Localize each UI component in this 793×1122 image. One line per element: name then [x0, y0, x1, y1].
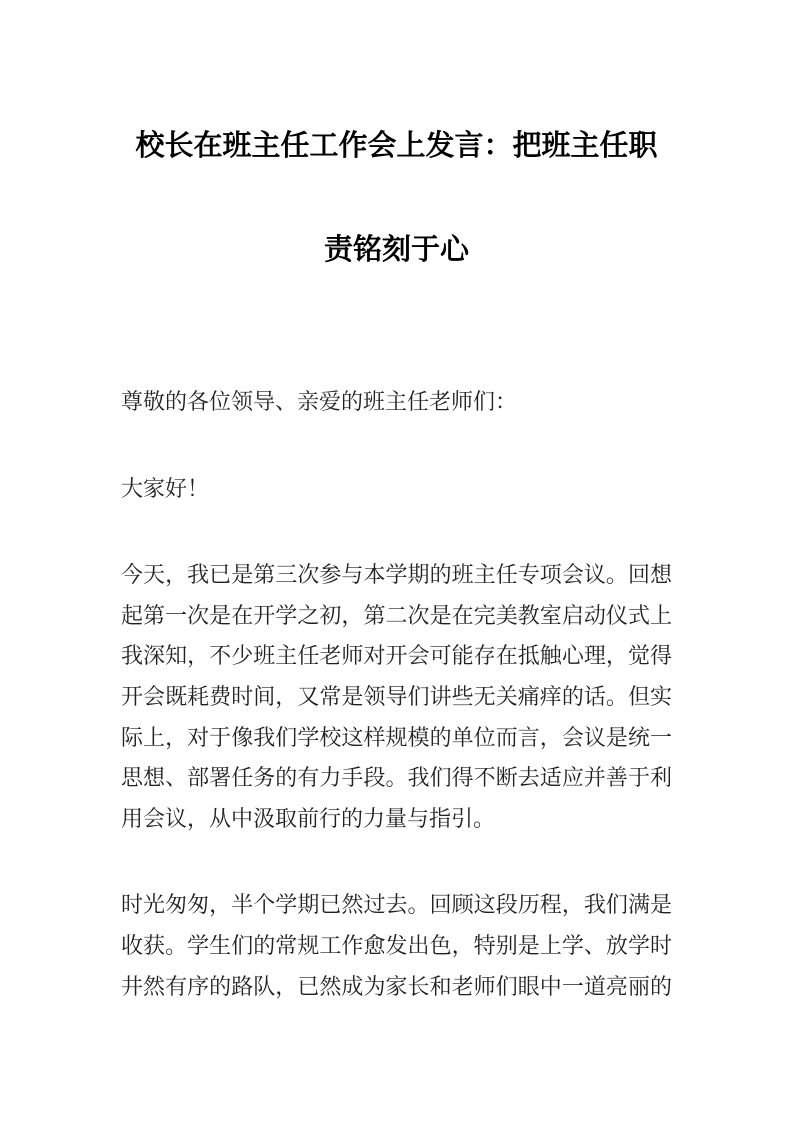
- text-line: 开会既耗费时间，又常是领导们讲些无关痛痒的话。但实: [121, 683, 672, 709]
- text-line: 用会议，从中汲取前行的力量与指引。: [121, 805, 496, 831]
- text-line: 井然有序的路队，已然成为家长和老师们眼中一道亮丽的: [121, 973, 672, 999]
- text-line: 收获。学生们的常规工作愈发出色，特别是上学、放学时: [121, 932, 672, 958]
- text-line: 今天，我已是第三次参与本学期的班主任专项会议。回想: [121, 562, 672, 588]
- document-body: [121, 382, 672, 1007]
- paragraph-meetings: [121, 555, 672, 839]
- text-line: 尊敬的各位领导、亲爱的班主任老师们：: [121, 389, 518, 414]
- title-line-2: 责铭刻于心: [323, 234, 469, 266]
- text-line: 大家好！: [121, 475, 210, 501]
- document-title: [0, 94, 793, 302]
- paragraph-salutation: [121, 382, 672, 423]
- title-line-1: 校长在班主任工作会上发言：把班主任职: [135, 130, 658, 162]
- text-line: 时光匆匆，半个学期已然过去。回顾这段历程，我们满是: [121, 892, 672, 918]
- text-line: 际上，对于像我们学校这样规模的单位而言，会议是统一: [121, 724, 672, 750]
- text-line: 思想、部署任务的有力手段。我们得不断去适应并善于利: [121, 765, 672, 791]
- text-line: 起第一次是在开学之初，第二次是在完美教室启动仪式上: [121, 602, 672, 628]
- text-line: 我深知，不少班主任老师对开会可能存在抵触心理，觉得: [121, 643, 672, 669]
- paragraph-semester-review: [121, 885, 672, 1007]
- paragraph-greeting: [121, 469, 672, 510]
